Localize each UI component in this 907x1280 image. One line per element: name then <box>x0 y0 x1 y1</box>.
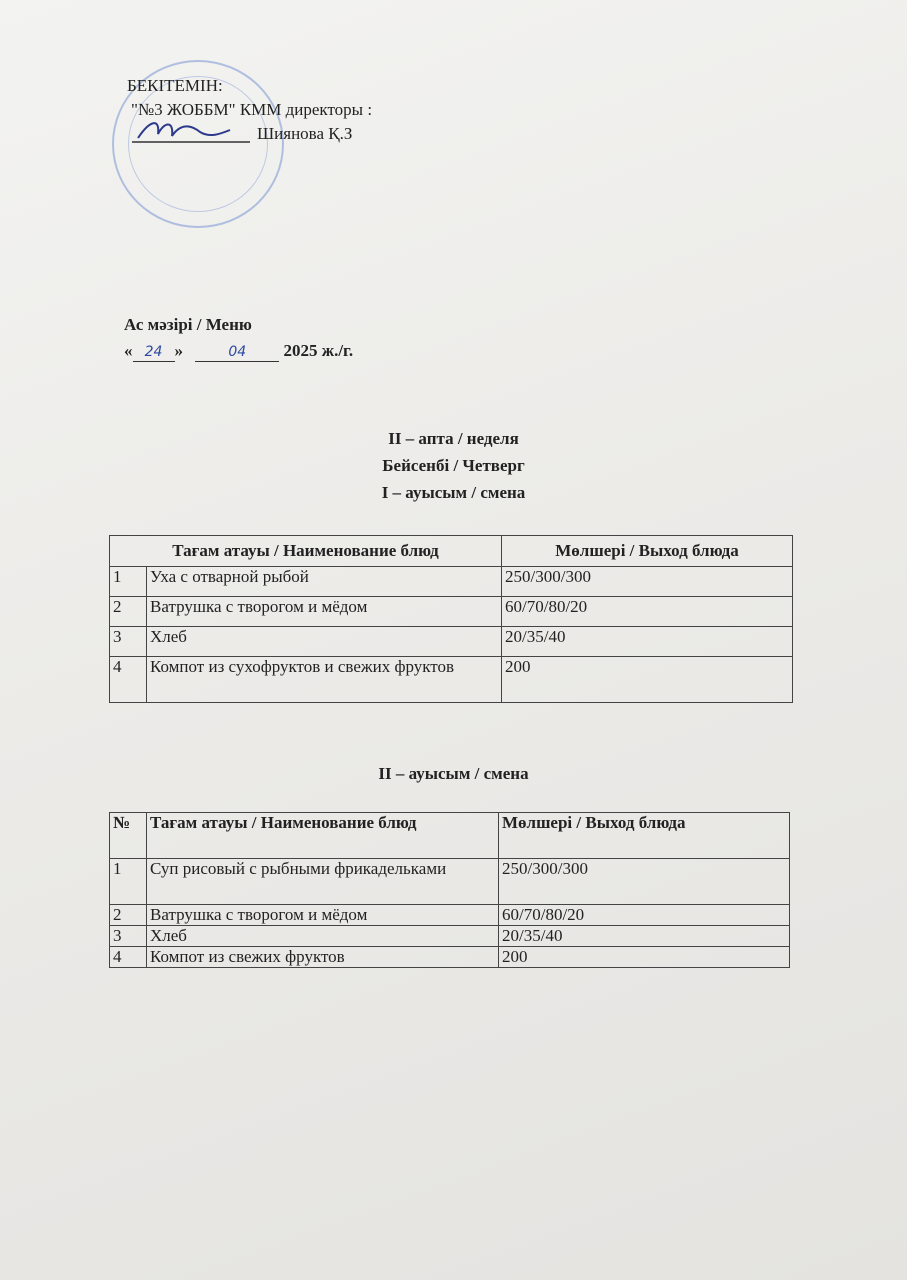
portion-header: Мөлшері / Выход блюда <box>502 536 793 567</box>
date-month: 04 <box>228 344 247 360</box>
dish-name: Хлеб <box>147 926 499 947</box>
row-number: 3 <box>110 926 147 947</box>
table-row <box>110 905 790 926</box>
dish-name: Компот из свежих фруктов <box>147 947 499 968</box>
dish-name: Ватрушка с творогом и мёдом <box>147 905 499 926</box>
shift2-menu-table <box>109 812 790 968</box>
table-row <box>110 926 790 947</box>
row-number: 2 <box>110 597 147 627</box>
portion: 200 <box>502 657 793 703</box>
row-number: 2 <box>110 905 147 926</box>
portion: 250/300/300 <box>502 567 793 597</box>
date-month-blank <box>195 341 279 362</box>
portion: 20/35/40 <box>502 627 793 657</box>
number-header: № <box>110 813 147 859</box>
table-header-row <box>110 536 793 567</box>
dish-name: Ватрушка с творогом и мёдом <box>147 597 502 627</box>
dish-name-header: Тағам атауы / Наименование блюд <box>110 536 502 567</box>
row-number: 4 <box>110 657 147 703</box>
table-row <box>110 567 793 597</box>
row-number: 1 <box>110 567 147 597</box>
dish-name: Суп рисовый с рыбными фрикадельками <box>147 859 499 905</box>
approve-label: БЕКІТЕМІН: <box>127 76 223 95</box>
row-number: 4 <box>110 947 147 968</box>
day-heading: Бейсенбі / Четверг <box>382 456 525 475</box>
date-close-quote: » <box>174 341 183 360</box>
menu-date <box>124 341 353 362</box>
shift1-heading: I – ауысым / смена <box>381 483 526 502</box>
table-row <box>110 859 790 905</box>
row-number: 1 <box>110 859 147 905</box>
week-heading: II – апта / неделя <box>388 429 519 448</box>
date-open-quote: « <box>124 341 133 360</box>
row-number: 3 <box>110 627 147 657</box>
portion: 200 <box>499 947 790 968</box>
menu-title: Ас мәзірі / Меню <box>124 315 252 334</box>
portion: 250/300/300 <box>499 859 790 905</box>
date-year: 2025 ж./г. <box>283 341 354 360</box>
table-row <box>110 947 790 968</box>
dish-name: Хлеб <box>147 627 502 657</box>
date-day-blank <box>133 341 175 362</box>
director-name: Шиянова Қ.З <box>257 124 353 143</box>
portion: 60/70/80/20 <box>502 597 793 627</box>
table-row <box>110 597 793 627</box>
table-row <box>110 657 793 703</box>
dish-name: Уха с отварной рыбой <box>147 567 502 597</box>
portion: 60/70/80/20 <box>499 905 790 926</box>
portion: 20/35/40 <box>499 926 790 947</box>
signature <box>130 112 250 152</box>
dish-name: Компот из сухофруктов и свежих фруктов <box>147 657 502 703</box>
table-header-row <box>110 813 790 859</box>
shift1-menu-table <box>109 535 793 703</box>
shift2-heading: II – ауысым / смена <box>378 764 529 783</box>
dish-name-header: Тағам атауы / Наименование блюд <box>147 813 499 859</box>
portion-header: Мөлшері / Выход блюда <box>499 813 790 859</box>
date-day: 24 <box>144 344 163 360</box>
table-row <box>110 627 793 657</box>
organization-line: "№3 ЖОББМ" КММ директоры : <box>131 100 373 119</box>
